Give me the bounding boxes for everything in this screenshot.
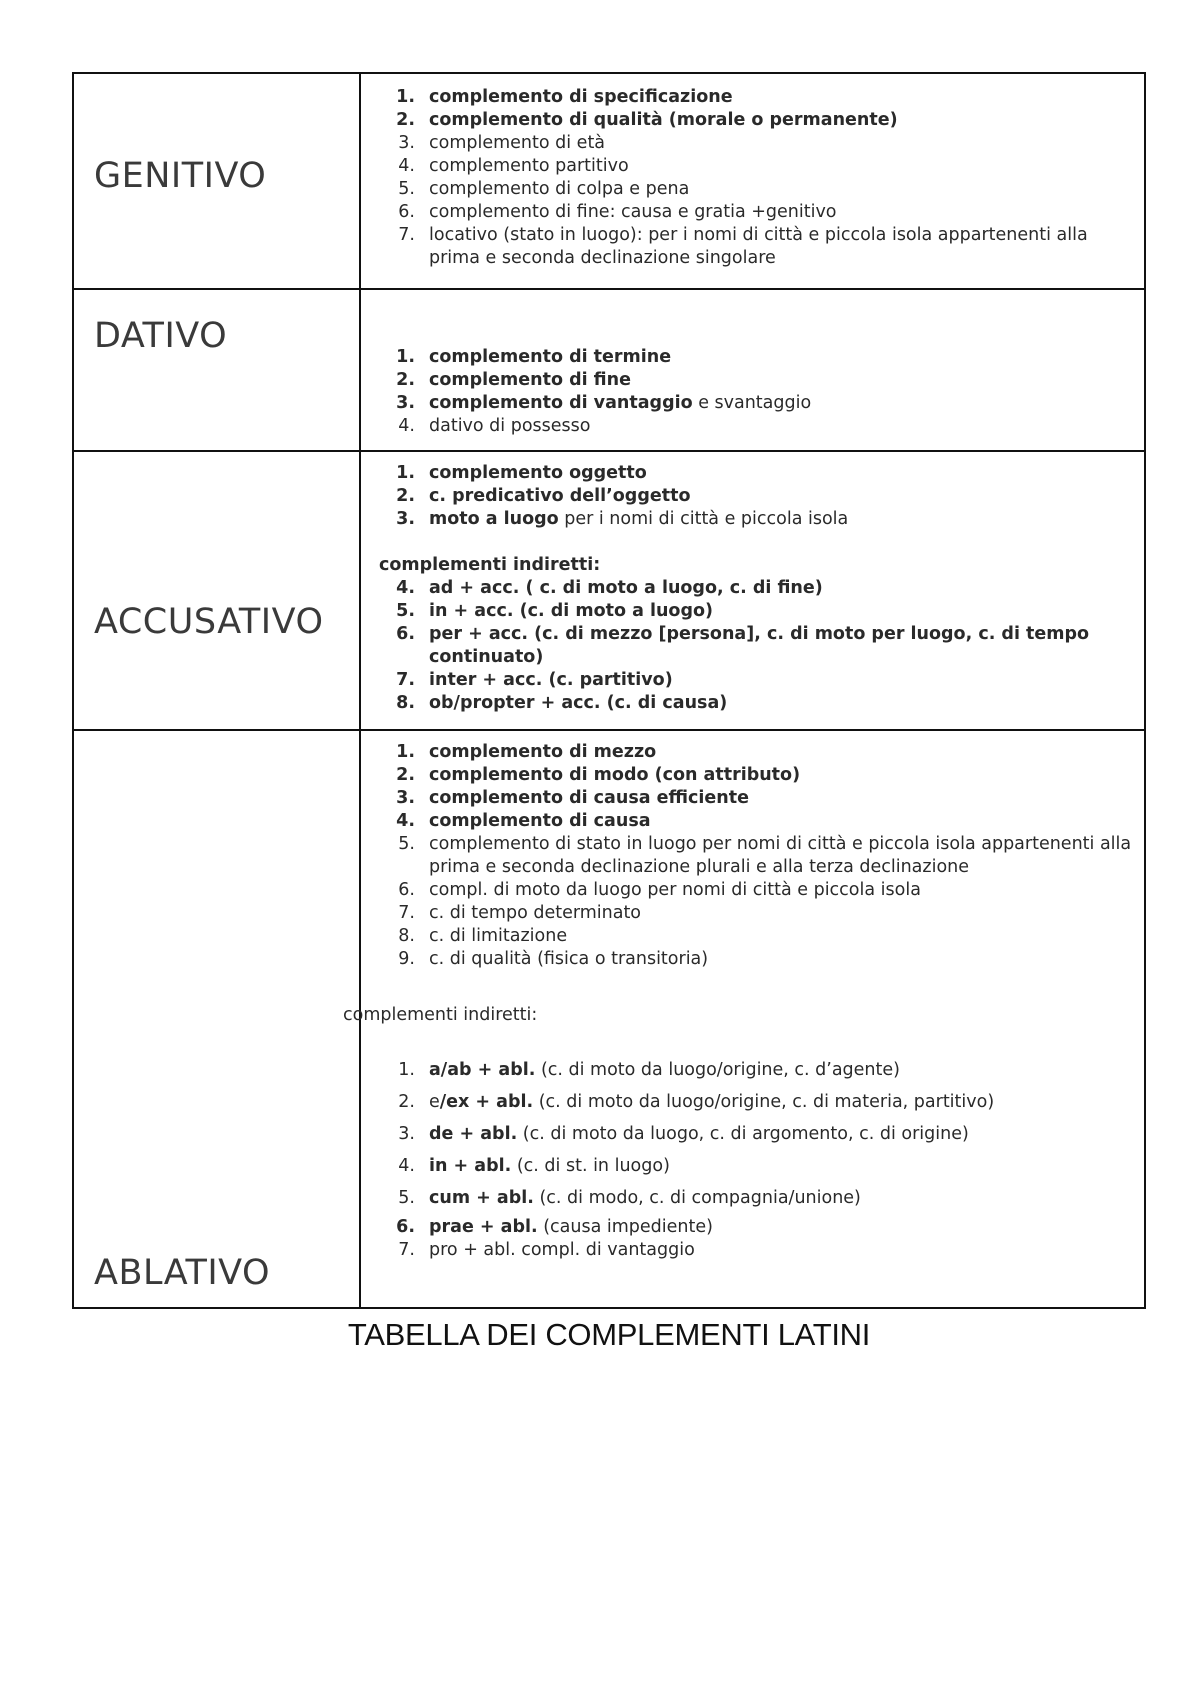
item-number: 7. [398, 225, 415, 245]
item-text [415, 925, 1134, 948]
item-number: 1. [396, 742, 415, 762]
item-text [415, 86, 1134, 109]
sub-heading-accusativo: complementi indiretti: [379, 555, 601, 575]
list-item [379, 86, 1134, 109]
case-name-genitivo: GENITIVO [94, 156, 267, 196]
item-number: 6. [398, 880, 415, 900]
item-text [415, 623, 1134, 669]
document-page [72, 72, 1146, 1353]
case-name-accusativo: ACCUSATIVO [94, 602, 324, 642]
plain-text: e svantaggio [692, 393, 812, 413]
bold-text: inter + acc. (c. partitivo) [429, 670, 673, 690]
list-item [379, 948, 1134, 971]
list-item [379, 1123, 1134, 1146]
spacer [379, 1027, 1134, 1059]
bold-text: complemento di causa efficiente [429, 788, 749, 808]
item-text [415, 764, 1134, 787]
item-text [415, 1059, 1134, 1082]
bold-text: complemento di causa [429, 811, 651, 831]
plain-text: dativo di possesso [429, 416, 591, 436]
item-text [415, 132, 1134, 155]
case-cell-genitivo [73, 73, 360, 289]
plain-text: c. di tempo determinato [429, 903, 642, 923]
list-item [379, 1155, 1134, 1178]
item-text [415, 1091, 1134, 1114]
item-text [415, 1239, 1134, 1262]
content-cell-genitivo [360, 73, 1145, 289]
case-cell-dativo [73, 289, 360, 451]
item-number: 7. [398, 903, 415, 923]
item-text [415, 1216, 1134, 1239]
plain-text: c. di qualità (fisica o transitoria) [429, 949, 709, 969]
item-text [415, 600, 1134, 623]
item-number: 5. [398, 834, 415, 854]
item-number: 5. [398, 1188, 415, 1208]
item-text [415, 948, 1134, 971]
item-number: 1. [396, 87, 415, 107]
item-text [415, 1123, 1134, 1146]
plain-text: complemento di stato in luogo per nomi di città e piccola isola appartenenti alla prima e seconda declinazione plurali e alla terza declinazione [429, 834, 1132, 877]
plain-text: (causa impediente) [537, 1217, 713, 1237]
spacer [379, 971, 1134, 1004]
item-number: 1. [398, 1060, 415, 1080]
content-cell-dativo [360, 289, 1145, 451]
row-accusativo [73, 451, 1145, 730]
bold-text: complemento di mezzo [429, 742, 657, 762]
item-text [415, 201, 1134, 224]
sub-heading-ablativo: complementi indiretti: [343, 1005, 538, 1025]
list-item [379, 925, 1134, 948]
plain-text: compl. di moto da luogo per nomi di città e piccola isola [429, 880, 921, 900]
table-caption: TABELLA DEI COMPLEMENTI LATINI [347, 1317, 871, 1352]
bold-text: complemento di modo (con attributo) [429, 765, 801, 785]
plain-text: (c. di st. in luogo) [511, 1156, 670, 1176]
list-item [379, 1216, 1134, 1239]
bold-text: in + acc. (c. di moto a luogo) [429, 601, 713, 621]
spacer [379, 531, 1134, 554]
item-number: 1. [396, 347, 415, 367]
item-text [415, 669, 1134, 692]
item-number: 4. [396, 578, 415, 598]
content-cell-ablativo [343, 730, 1145, 1308]
item-number: 2. [396, 370, 415, 390]
item-text [415, 508, 1134, 531]
list-item [379, 415, 1134, 438]
list-item [379, 178, 1134, 201]
plain-text: pro + abl. compl. di vantaggio [429, 1240, 695, 1260]
list-item [379, 201, 1134, 224]
plain-text: (c. di moto da luogo/origine, c. di materia, partitivo) [533, 1092, 995, 1112]
item-number: 3. [396, 788, 415, 808]
plain-text: (c. di moto da luogo/origine, c. d’agente) [535, 1060, 900, 1080]
bold-text: c. predicativo dell’oggetto [429, 486, 691, 506]
bold-text: complemento di specificazione [429, 87, 733, 107]
item-text [415, 692, 1134, 715]
plain-text: per i nomi di città e piccola isola [558, 509, 849, 529]
item-number: 5. [396, 601, 415, 621]
item-text [415, 1187, 1134, 1210]
content-cell-accusativo [360, 451, 1145, 730]
case-cell-ablativo [73, 730, 360, 1308]
item-text [415, 155, 1134, 178]
item-number: 3. [396, 393, 415, 413]
item-text [415, 415, 1134, 438]
list-item [379, 1059, 1134, 1082]
item-number: 4. [398, 1156, 415, 1176]
list-item [379, 132, 1134, 155]
list-item [379, 692, 1134, 715]
list-item [379, 346, 1134, 369]
case-cell-accusativo [73, 451, 360, 730]
bold-text: complemento di termine [429, 347, 672, 367]
item-number: 4. [398, 156, 415, 176]
item-number: 1. [396, 463, 415, 483]
plain-text: (c. di moto da luogo, c. di argomento, c. di origine) [517, 1124, 969, 1144]
item-text [415, 741, 1134, 764]
item-number: 8. [398, 926, 415, 946]
item-number: 4. [396, 811, 415, 831]
list-item [379, 1187, 1134, 1210]
list-item [379, 1239, 1134, 1262]
plain-text: locativo (stato in luogo): per i nomi di città e piccola isola appartenenti alla prima e seconda declinazione singolare [429, 225, 1088, 268]
item-text [415, 485, 1134, 508]
bold-text: complemento di vantaggio [429, 393, 693, 413]
row-ablativo [73, 730, 1145, 1308]
list-item [379, 810, 1134, 833]
list-item [379, 833, 1134, 879]
list-item [379, 787, 1134, 810]
item-number: 2. [396, 765, 415, 785]
row-genitivo [73, 73, 1145, 289]
plain-text: c. di limitazione [429, 926, 568, 946]
item-text [415, 109, 1134, 132]
item-number: 2. [398, 1092, 415, 1112]
bold-text: de + abl. [429, 1124, 518, 1144]
row-dativo [73, 289, 1145, 451]
list-item [379, 155, 1134, 178]
item-number: 3. [396, 509, 415, 529]
list-item [379, 902, 1134, 925]
list-item [379, 669, 1134, 692]
list-ablativo-indirect [379, 1059, 1134, 1210]
bold-text: complemento di qualità (morale o permanente) [429, 110, 898, 130]
item-number: 6. [398, 202, 415, 222]
list-item [379, 392, 1134, 415]
list-genitivo [379, 86, 1134, 270]
plain-text: (c. di modo, c. di compagnia/unione) [533, 1188, 861, 1208]
list-item [379, 109, 1134, 132]
list-item [379, 764, 1134, 787]
item-number: 6. [396, 624, 415, 644]
bold-text: per + acc. (c. di mezzo [persona], c. di moto per luogo, c. di tempo continuato) [429, 624, 1090, 667]
item-text [415, 902, 1134, 925]
bold-text: prae + abl. [429, 1217, 538, 1237]
list-accusativo [379, 462, 1134, 531]
item-number: 9. [398, 949, 415, 969]
list-accusativo-indirect [379, 577, 1134, 715]
item-text [415, 577, 1134, 600]
bold-text: a/ab + abl. [429, 1060, 536, 1080]
list-item [379, 1091, 1134, 1114]
item-text [415, 810, 1134, 833]
list-item [379, 508, 1134, 531]
case-name-ablativo: ABLATIVO [94, 1253, 271, 1293]
item-number: 4. [398, 416, 415, 436]
list-ablativo-indirect-tail [379, 1216, 1134, 1262]
list-item [379, 741, 1134, 764]
plain-text: complemento di età [429, 133, 606, 153]
item-text [415, 369, 1134, 392]
bold-text: /ex + abl. [439, 1092, 534, 1112]
item-number: 3. [398, 1124, 415, 1144]
list-ablativo [379, 741, 1134, 971]
plain-text: complemento di colpa e pena [429, 179, 690, 199]
bold-text: complemento di fine [429, 370, 631, 390]
item-number: 2. [396, 110, 415, 130]
item-text [415, 787, 1134, 810]
item-number: 3. [398, 133, 415, 153]
item-text [415, 224, 1134, 270]
item-number: 6. [396, 1217, 415, 1237]
item-number: 7. [398, 1240, 415, 1260]
item-text [415, 1155, 1134, 1178]
plain-text: complemento di fine: causa e gratia +genitivo [429, 202, 837, 222]
item-number: 7. [396, 670, 415, 690]
list-item [379, 224, 1134, 270]
item-text [415, 462, 1134, 485]
item-text [415, 178, 1134, 201]
plain-text: complemento partitivo [429, 156, 629, 176]
bold-text: complemento oggetto [429, 463, 647, 483]
list-item [379, 623, 1134, 669]
list-item [379, 462, 1134, 485]
bold-text: cum + abl. [429, 1188, 534, 1208]
list-item [379, 577, 1134, 600]
item-number: 8. [396, 693, 415, 713]
bold-text: moto a luogo [429, 509, 559, 529]
complements-table [72, 72, 1146, 1309]
list-dativo [379, 346, 1134, 438]
list-item [379, 879, 1134, 902]
bold-text: in + abl. [429, 1156, 512, 1176]
item-text [415, 833, 1134, 879]
bold-text: ad + acc. ( c. di moto a luogo, c. di fine) [429, 578, 823, 598]
item-text [415, 346, 1134, 369]
list-item [379, 600, 1134, 623]
bold-text: ob/propter + acc. (c. di causa) [429, 693, 728, 713]
item-text [415, 392, 1134, 415]
case-name-dativo: DATIVO [94, 316, 228, 356]
item-number: 5. [398, 179, 415, 199]
list-item [379, 369, 1134, 392]
list-item [379, 485, 1134, 508]
plain-text: e [429, 1092, 440, 1112]
item-number: 2. [396, 486, 415, 506]
item-text [415, 879, 1134, 902]
